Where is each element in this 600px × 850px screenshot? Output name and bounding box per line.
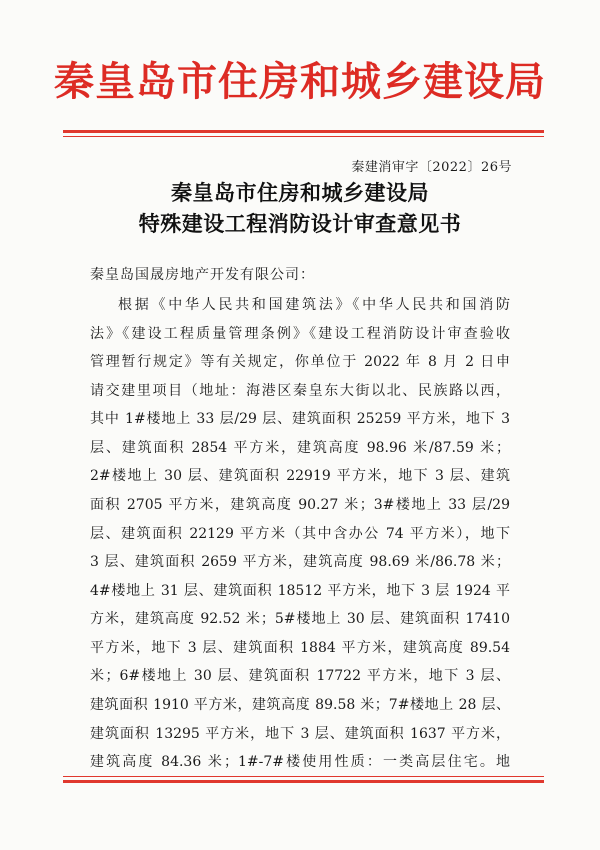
footer-rule-bottom [63, 780, 544, 783]
footer-rule-top [63, 776, 544, 777]
body-line: 2#楼地上 30 层、建筑面积 22919 平方米，地下 3 层、建筑 [90, 468, 510, 484]
body-line: 根据《中华人民共和国建筑法》《中华人民共和国消防 [118, 297, 510, 313]
body-line: 面积 2705 平方米，建筑高度 90.27 米；3#楼地上 33 层/29 [90, 497, 510, 513]
body-line: 其中 1#楼地上 33 层/29 层、建筑面积 25259 平方米，地下 3 [90, 411, 510, 427]
letterhead-org-name: 秦皇岛市住房和城乡建设局 [54, 58, 546, 105]
body-line: 4#楼地上 31 层、建筑面积 18512 平方米，地下 3 层 1924 平 [90, 583, 510, 599]
document-title-issuer: 秦皇岛市住房和城乡建设局 [171, 180, 429, 205]
addressee: 秦皇岛国晟房地产开发有限公司： [90, 267, 315, 283]
body-line: 层、建筑面积 22129 平方米（其中含办公 74 平方米），地下 [90, 526, 510, 542]
letterhead-rule-top [63, 130, 544, 133]
body-line: 法》《建设工程质量管理条例》《建设工程消防设计审查验收 [90, 326, 510, 342]
document-number: 秦建消审字〔2022〕26号 [351, 160, 512, 175]
body-line: 米；6#楼地上 30 层、建筑面积 17722 平方米，地下 3 层、 [90, 668, 510, 684]
body-line: 方米，建筑高度 92.52 米；5#楼地上 30 层、建筑面积 17410 [90, 611, 510, 627]
body-line: 建筑高度 84.36 米；1#-7#楼使用性质：一类高层住宅。地 [90, 754, 510, 770]
body-line: 管理暂行规定》等有关规定，你单位于 2022 年 8 月 2 日申 [90, 354, 510, 370]
body-line: 层、建筑面积 2854 平方米，建筑高度 98.96 米/87.59 米； [90, 440, 510, 456]
body-line: 请交建里项目（地址：海港区秦皇东大街以北、民族路以西， [90, 383, 510, 399]
document-title: 特殊建设工程消防设计审查意见书 [138, 211, 462, 236]
body-line: 平方米，地下 3 层、建筑面积 1884 平方米，建筑高度 89.54 [90, 640, 510, 656]
body-line: 3 层、建筑面积 2659 平方米，建筑高度 98.69 米/86.78 米； [90, 554, 510, 570]
body-line: 建筑面积 13295 平方米，地下 3 层、建筑面积 1637 平方米， [90, 726, 510, 742]
body-line: 建筑面积 1910 平方米，建筑高度 89.58 米；7#楼地上 28 层、 [90, 697, 510, 713]
letterhead-rule-bottom [63, 136, 544, 137]
